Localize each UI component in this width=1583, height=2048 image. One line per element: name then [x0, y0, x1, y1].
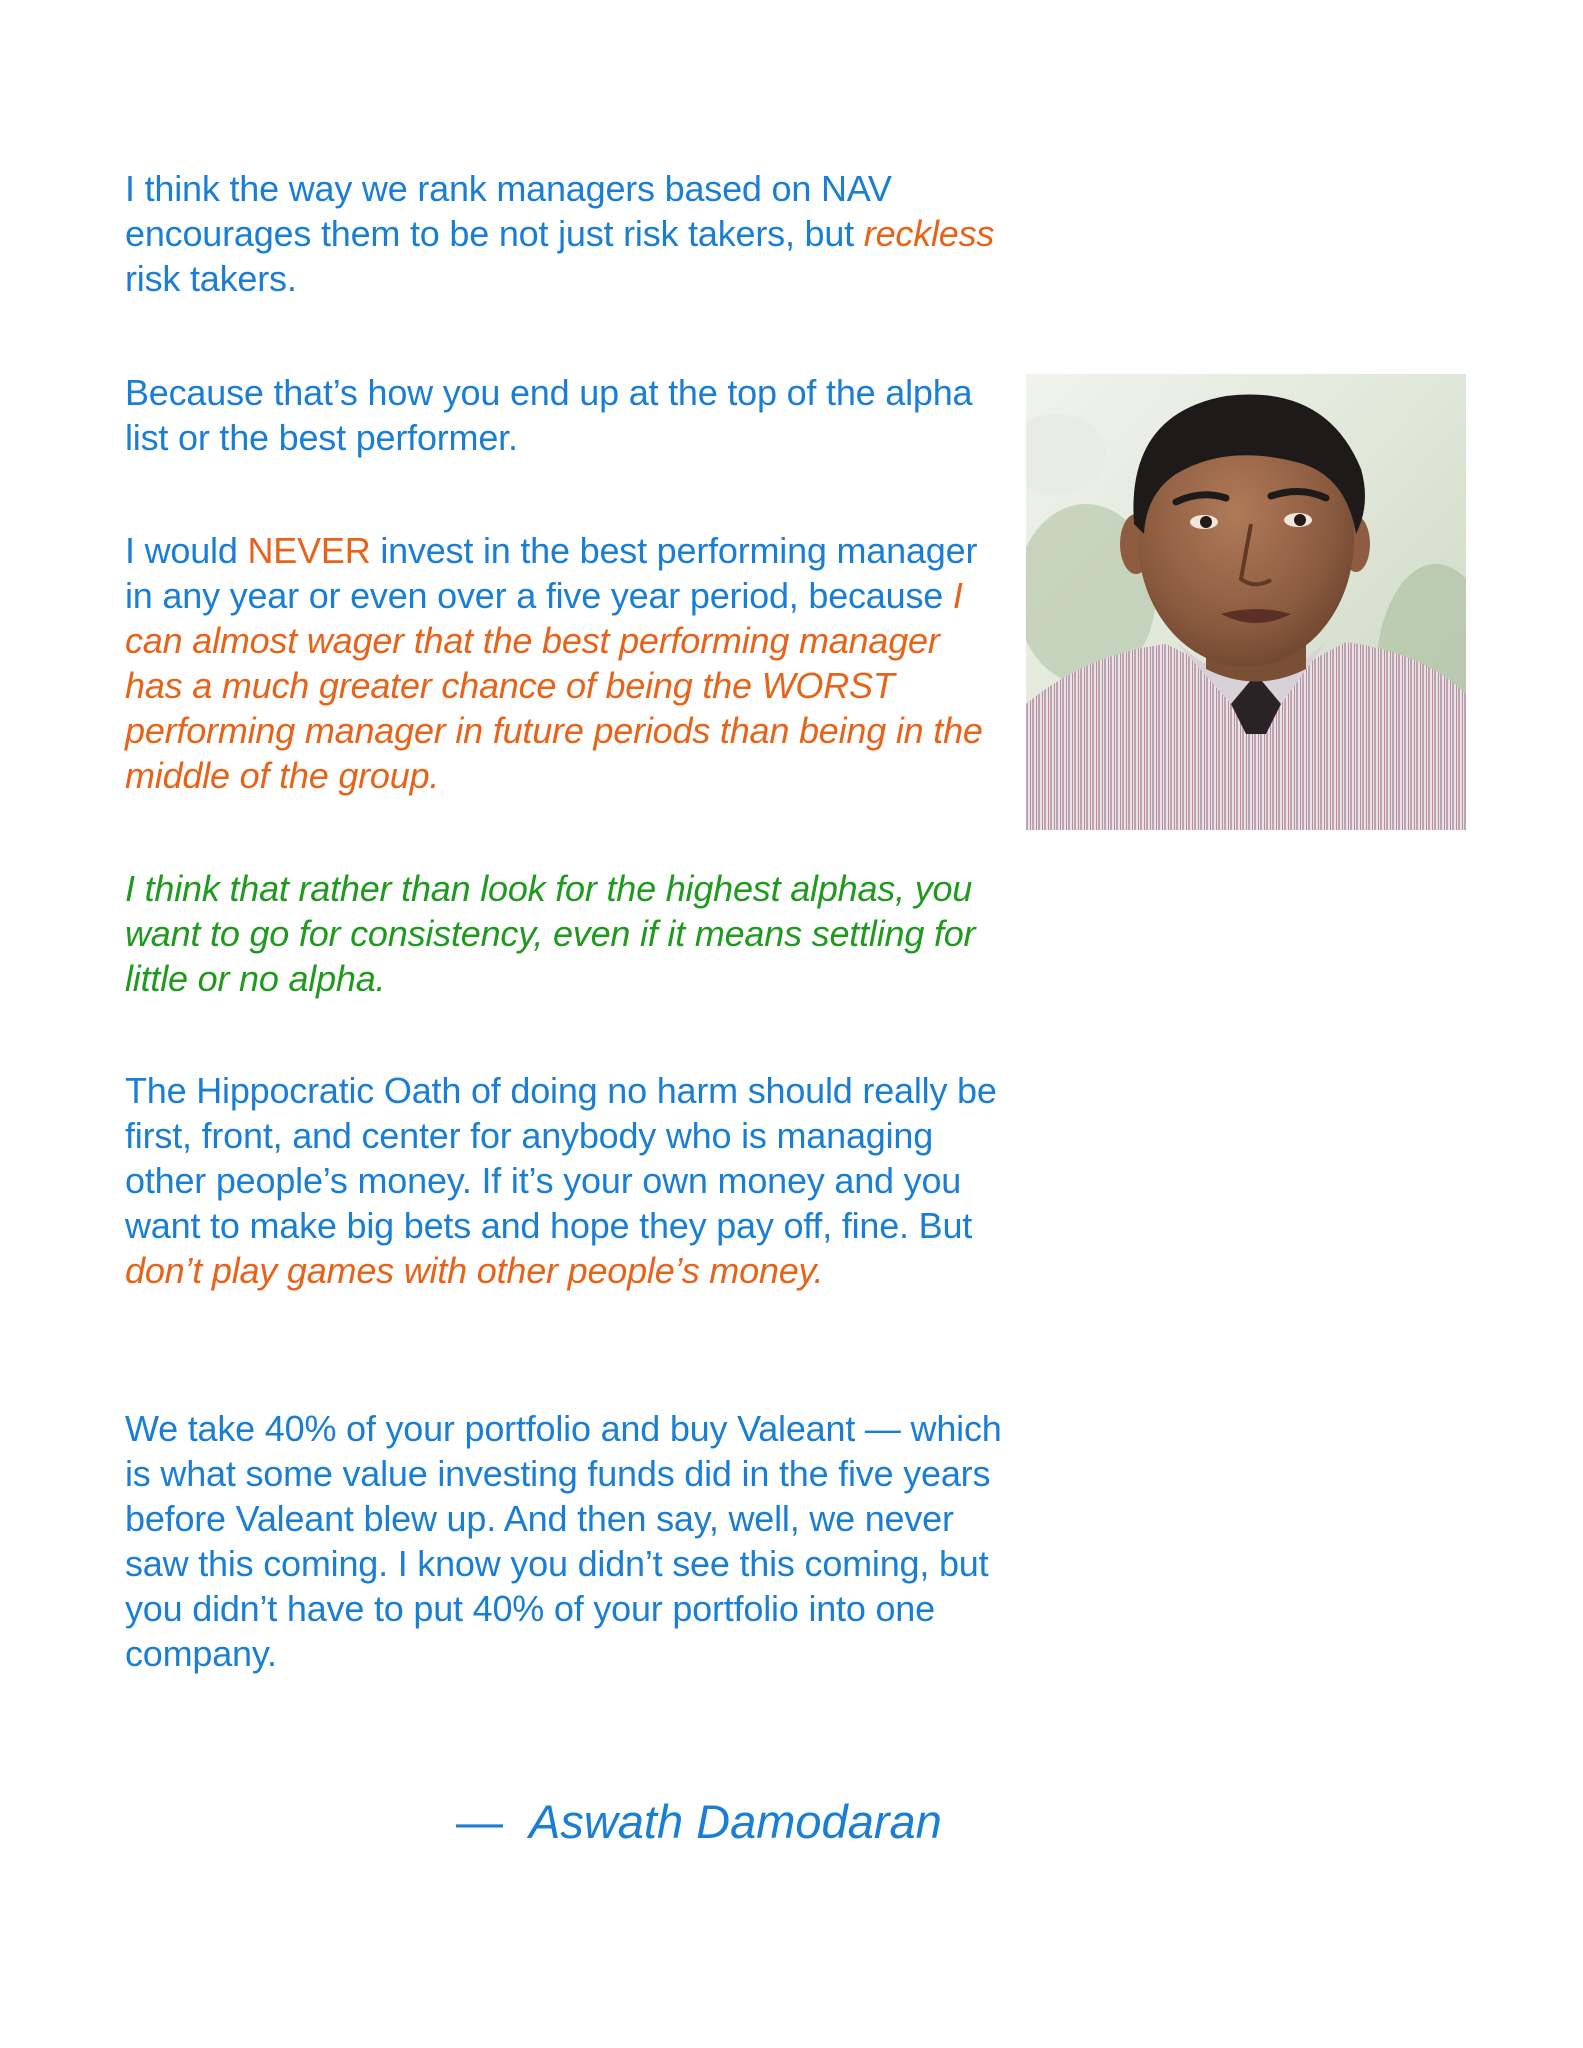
attribution [456, 1794, 942, 1850]
quote-paragraph-top-of-list [125, 370, 1005, 460]
quote-paragraph-nav-ranking [125, 166, 1005, 301]
quote-text: I think the way we rank managers based on NAV encourages them to be not just risk takers, but [125, 168, 892, 254]
quote-text: I would [125, 530, 248, 571]
author-portrait [1026, 374, 1466, 830]
quote-text: I think that rather than look for the highest alphas, you want to go for consistency, even if it means settling for little or no alpha. [125, 868, 976, 999]
quote-text: invest in the best performing manager in any year or even over a five year period, because [125, 530, 978, 616]
quote-text: risk takers. [125, 258, 297, 299]
emphasis-reckless: reckless [863, 213, 995, 254]
quote-paragraph-hippocratic-oath [125, 1068, 1005, 1293]
quote-text: Because that’s how you end up at the top of the alpha list or the best performer. [125, 372, 973, 458]
quote-text: The Hippocratic Oath of doing no harm should really be first, front, and center for anybody who is managing other people’s money. If it’s your own money and you want to make big bets and hope they pay off, fine. But [125, 1070, 997, 1246]
quote-paragraph-valeant [125, 1406, 1005, 1676]
quote-text: We take 40% of your portfolio and buy Valeant — which is what some value investing funds did in the five years before Valeant blew up. And then say, well, we never saw this coming. I know you didn’t see this coming, but you didn’t have to put 40% of your portfolio into one company. [125, 1408, 1002, 1674]
emphasis-never: NEVER [247, 530, 371, 571]
author-name: Aswath Damodaran [529, 1795, 942, 1848]
emphasis-other-peoples-money: don’t play games with other people’s money. [125, 1250, 824, 1291]
emphasis-wager: I can almost wager that the best performing manager has a much greater chance of being the WORST performing manager in future periods than being in the middle of the group. [125, 575, 983, 796]
quote-paragraph-never-invest [125, 528, 1005, 798]
quote-paragraph-consistency [125, 866, 1005, 1001]
attribution-dash: — [456, 1795, 503, 1848]
